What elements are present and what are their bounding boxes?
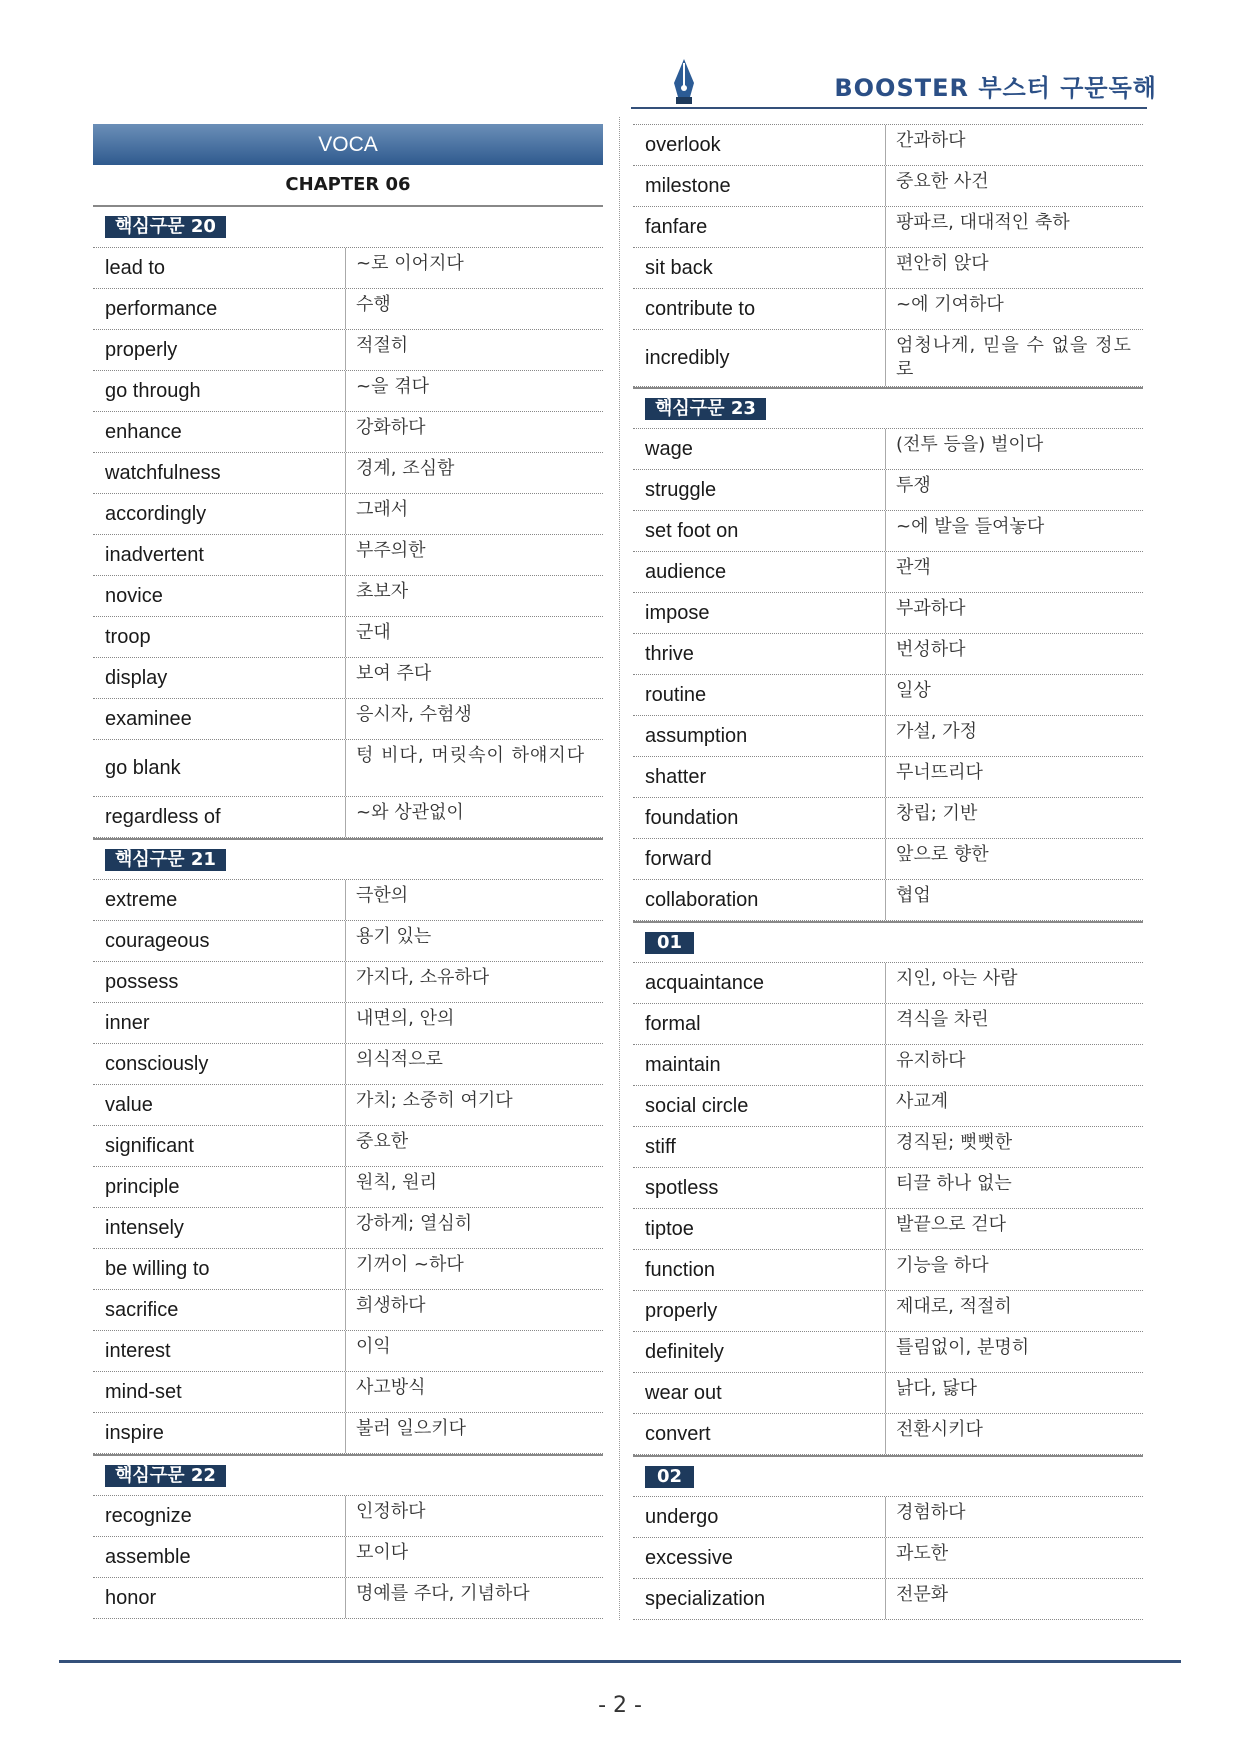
vocab-row [633, 1291, 1143, 1332]
vocab-word: assumption [633, 716, 886, 756]
vocab-word: be willing to [93, 1249, 346, 1289]
vocab-meaning: 불러 일으키다 [356, 1418, 467, 1439]
vocab-meaning: ~에 기여하다 [896, 294, 1004, 315]
vocab-meaning: ~에 발을 들여놓다 [896, 516, 1045, 537]
vocab-word: convert [633, 1414, 886, 1454]
vocab-meaning: 가지다, 소유하다 [356, 967, 490, 988]
vocab-meaning: 앞으로 향한 [896, 844, 989, 865]
vocab-row [93, 699, 603, 740]
vocab-word: overlook [633, 125, 886, 165]
vocab-row [633, 1004, 1143, 1045]
vocab-meaning: 유지하다 [896, 1050, 966, 1071]
vocab-meaning: 부주의한 [356, 540, 426, 561]
vocab-meaning: 사고방식 [356, 1377, 426, 1398]
vocab-row [633, 1209, 1143, 1250]
vocab-row [93, 1578, 603, 1619]
vocab-meaning: 지인, 아는 사람 [896, 968, 1018, 989]
vocab-row [93, 1413, 603, 1454]
vocab-row [93, 289, 603, 330]
vocab-meaning: 간과하다 [896, 130, 966, 151]
vocab-word: contribute to [633, 289, 886, 329]
vocab-row [633, 470, 1143, 511]
vocab-word: value [93, 1085, 346, 1125]
vocab-word: go blank [93, 740, 346, 796]
vocab-meaning: 일상 [896, 680, 931, 701]
vocab-meaning: 경계, 조심함 [356, 458, 455, 479]
vocab-meaning: 기꺼이 ~하다 [356, 1254, 464, 1275]
vocab-row [633, 593, 1143, 634]
vocab-row [633, 757, 1143, 798]
vocab-word: collaboration [633, 880, 886, 920]
vocab-meaning: 엄청나게, 믿을 수 없을 정도로 [896, 335, 1132, 380]
vocab-word: forward [633, 839, 886, 879]
vocab-row [93, 1372, 603, 1413]
vocab-word: function [633, 1250, 886, 1290]
vocab-meaning: 극한의 [356, 885, 409, 906]
section-tag: 01 [645, 932, 694, 954]
vocab-meaning: 원칙, 원리 [356, 1172, 437, 1193]
vocab-meaning: 무너뜨리다 [896, 762, 983, 783]
column-divider [619, 117, 620, 1620]
section-01-list [633, 963, 1143, 1455]
header-rule [631, 107, 1147, 109]
vocab-meaning: 희생하다 [356, 1295, 426, 1316]
vocab-word: interest [93, 1331, 346, 1371]
vocab-meaning: 기능을 하다 [896, 1255, 989, 1276]
vocab-row [633, 511, 1143, 552]
vocab-meaning: 텅 비다, 머릿속이 하얘지다 [356, 745, 586, 766]
vocab-meaning: 편안히 앉다 [896, 253, 989, 274]
vocab-row [633, 330, 1143, 387]
header-brand: BOOSTER 부스터 구문독해 [834, 74, 1157, 102]
vocab-word: wear out [633, 1373, 886, 1413]
vocab-meaning: 경험하다 [896, 1502, 966, 1523]
vocab-row [633, 1127, 1143, 1168]
vocab-meaning: 협업 [896, 885, 931, 906]
vocab-row [93, 1290, 603, 1331]
vocab-word: undergo [633, 1497, 886, 1537]
vocab-meaning: 이익 [356, 1336, 391, 1357]
vocab-meaning: 중요한 사건 [896, 171, 989, 192]
vocab-meaning: 투쟁 [896, 475, 931, 496]
vocab-meaning: 군대 [356, 622, 391, 643]
vocab-word: thrive [633, 634, 886, 674]
vocab-meaning: (전투 등을) 벌이다 [896, 434, 1044, 455]
vocab-row [633, 1579, 1143, 1620]
vocab-meaning: 초보자 [356, 581, 409, 602]
vocab-word: formal [633, 1004, 886, 1044]
vocab-row [93, 1537, 603, 1578]
vocab-row [633, 1373, 1143, 1414]
section-22-list [93, 1496, 603, 1619]
vocab-meaning: 보여 주다 [356, 663, 432, 684]
section-02-list [633, 1497, 1143, 1620]
vocab-word: inspire [93, 1413, 346, 1453]
vocab-row [93, 248, 603, 289]
vocab-meaning: 발끝으로 걷다 [896, 1214, 1007, 1235]
vocab-row [93, 453, 603, 494]
vocab-meaning: 전환시키다 [896, 1419, 983, 1440]
vocab-meaning: 응시자, 수험생 [356, 704, 472, 725]
vocab-row [93, 740, 603, 797]
vocab-word: stiff [633, 1127, 886, 1167]
vocab-word: lead to [93, 248, 346, 288]
vocab-row [633, 839, 1143, 880]
vocab-row [93, 535, 603, 576]
vocab-word: milestone [633, 166, 886, 206]
vocab-row [93, 962, 603, 1003]
vocab-meaning: ~와 상관없이 [356, 802, 464, 823]
vocab-row [93, 1208, 603, 1249]
vocab-meaning: 의식적으로 [356, 1049, 443, 1070]
vocab-meaning: 관객 [896, 557, 931, 578]
vocab-row [93, 797, 603, 838]
vocab-word: principle [93, 1167, 346, 1207]
vocab-word: watchfulness [93, 453, 346, 493]
section-tag: 02 [645, 1466, 694, 1488]
vocab-row [633, 248, 1143, 289]
vocab-word: spotless [633, 1168, 886, 1208]
section-header [93, 838, 603, 880]
vocab-word: impose [633, 593, 886, 633]
vocab-meaning: 내면의, 안의 [356, 1008, 455, 1029]
vocab-meaning: 경직된; 뻣뻣한 [896, 1132, 1013, 1153]
vocab-meaning: 티끌 하나 없는 [896, 1173, 1012, 1194]
vocab-row [633, 880, 1143, 921]
vocab-meaning: 과도한 [896, 1543, 949, 1564]
vocab-meaning: ~로 이어지다 [356, 253, 464, 274]
section-21-list [93, 880, 603, 1454]
vocab-word: social circle [633, 1086, 886, 1126]
vocab-meaning: 낡다, 닳다 [896, 1378, 977, 1399]
vocab-word: properly [93, 330, 346, 370]
vocab-row [633, 675, 1143, 716]
section-tag: 핵심구문 20 [105, 216, 226, 238]
vocab-meaning: 번성하다 [896, 639, 966, 660]
chapter-heading: CHAPTER 06 [93, 165, 603, 207]
vocab-row [93, 1044, 603, 1085]
vocab-word: recognize [93, 1496, 346, 1536]
vocab-word: go through [93, 371, 346, 411]
vocab-word: enhance [93, 412, 346, 452]
vocab-word: specialization [633, 1579, 886, 1619]
vocab-word: sit back [633, 248, 886, 288]
vocab-word: incredibly [633, 330, 886, 386]
vocab-word: accordingly [93, 494, 346, 534]
vocab-meaning: 명예를 주다, 기념하다 [356, 1583, 530, 1604]
vocab-meaning: 그래서 [356, 499, 409, 520]
vocab-word: fanfare [633, 207, 886, 247]
vocab-word: wage [633, 429, 886, 469]
section-header [633, 1455, 1143, 1497]
vocab-row [633, 963, 1143, 1004]
section-tag: 핵심구문 22 [105, 1465, 226, 1487]
voca-title: VOCA [93, 124, 603, 165]
vocab-row [633, 716, 1143, 757]
vocab-meaning: 팡파르, 대대적인 축하 [896, 212, 1070, 233]
vocab-word: possess [93, 962, 346, 1002]
vocab-word: troop [93, 617, 346, 657]
vocab-word: sacrifice [93, 1290, 346, 1330]
vocab-row [93, 617, 603, 658]
vocab-meaning: 인정하다 [356, 1501, 426, 1522]
vocab-word: definitely [633, 1332, 886, 1372]
fountain-pen-nib-icon [670, 57, 698, 107]
vocab-word: regardless of [93, 797, 346, 837]
vocab-row [633, 1332, 1143, 1373]
vocab-word: shatter [633, 757, 886, 797]
vocab-meaning: 사교계 [896, 1091, 949, 1112]
section-tag: 핵심구문 23 [645, 398, 766, 420]
vocab-row [633, 1086, 1143, 1127]
vocab-row [93, 1249, 603, 1290]
vocab-row [633, 166, 1143, 207]
vocab-row [93, 1496, 603, 1537]
vocab-meaning: 용기 있는 [356, 926, 432, 947]
continued-list [633, 124, 1143, 387]
vocab-word: assemble [93, 1537, 346, 1577]
vocab-word: inner [93, 1003, 346, 1043]
vocab-meaning: 중요한 [356, 1131, 409, 1152]
section-header [633, 387, 1143, 429]
section-20-list [93, 248, 603, 838]
page-number: - 2 - [598, 1693, 642, 1718]
vocab-word: significant [93, 1126, 346, 1166]
vocab-word: properly [633, 1291, 886, 1331]
footer-rule [59, 1660, 1181, 1663]
vocab-meaning: 틀림없이, 분명히 [896, 1337, 1030, 1358]
vocab-word: routine [633, 675, 886, 715]
section-header [93, 207, 603, 248]
vocab-word: excessive [633, 1538, 886, 1578]
vocab-word: courageous [93, 921, 346, 961]
vocab-row [93, 494, 603, 535]
vocab-word: inadvertent [93, 535, 346, 575]
vocab-row [93, 658, 603, 699]
vocab-word: extreme [93, 880, 346, 920]
vocab-row [633, 1045, 1143, 1086]
vocab-row [633, 289, 1143, 330]
vocab-row [633, 1538, 1143, 1579]
vocab-row [93, 880, 603, 921]
vocab-row [633, 552, 1143, 593]
section-header [93, 1454, 603, 1496]
vocab-word: tiptoe [633, 1209, 886, 1249]
vocab-row [93, 330, 603, 371]
vocab-word: intensely [93, 1208, 346, 1248]
vocab-word: examinee [93, 699, 346, 739]
vocab-word: set foot on [633, 511, 886, 551]
vocab-word: consciously [93, 1044, 346, 1084]
vocab-word: mind-set [93, 1372, 346, 1412]
vocab-word: foundation [633, 798, 886, 838]
vocab-row [93, 576, 603, 617]
vocab-meaning: 격식을 차린 [896, 1009, 989, 1030]
vocab-word: acquaintance [633, 963, 886, 1003]
vocab-meaning: 강하게; 열심히 [356, 1213, 473, 1234]
section-tag: 핵심구문 21 [105, 849, 226, 871]
vocab-row [633, 429, 1143, 470]
vocab-row [633, 1414, 1143, 1455]
left-column [93, 124, 603, 1619]
section-header [633, 921, 1143, 963]
vocab-word: honor [93, 1578, 346, 1618]
vocab-row [93, 412, 603, 453]
vocab-row [633, 634, 1143, 675]
vocab-row [633, 798, 1143, 839]
vocab-meaning: 모이다 [356, 1542, 409, 1563]
right-column [633, 124, 1143, 1620]
vocab-row [93, 1003, 603, 1044]
vocab-word: struggle [633, 470, 886, 510]
vocab-row [93, 921, 603, 962]
vocab-row [93, 1331, 603, 1372]
vocab-meaning: 창립; 기반 [896, 803, 978, 824]
vocab-word: performance [93, 289, 346, 329]
vocab-meaning: 수행 [356, 294, 391, 315]
vocab-meaning: 부과하다 [896, 598, 966, 619]
vocab-row [93, 1085, 603, 1126]
vocab-word: maintain [633, 1045, 886, 1085]
vocab-row [633, 1497, 1143, 1538]
vocab-row [93, 371, 603, 412]
vocab-word: audience [633, 552, 886, 592]
vocab-row [633, 125, 1143, 166]
vocab-meaning: ~을 겪다 [356, 376, 429, 397]
vocab-row [93, 1126, 603, 1167]
vocab-word: display [93, 658, 346, 698]
vocab-row [633, 1168, 1143, 1209]
vocab-meaning: 제대로, 적절히 [896, 1296, 1012, 1317]
vocab-row [633, 1250, 1143, 1291]
vocab-meaning: 전문화 [896, 1584, 949, 1605]
vocab-meaning: 강화하다 [356, 417, 426, 438]
vocab-row [93, 1167, 603, 1208]
vocab-meaning: 적절히 [356, 335, 409, 356]
vocab-row [633, 207, 1143, 248]
section-23-list [633, 429, 1143, 921]
vocab-meaning: 가설, 가정 [896, 721, 977, 742]
vocab-meaning: 가치; 소중히 여기다 [356, 1090, 513, 1111]
vocab-word: novice [93, 576, 346, 616]
